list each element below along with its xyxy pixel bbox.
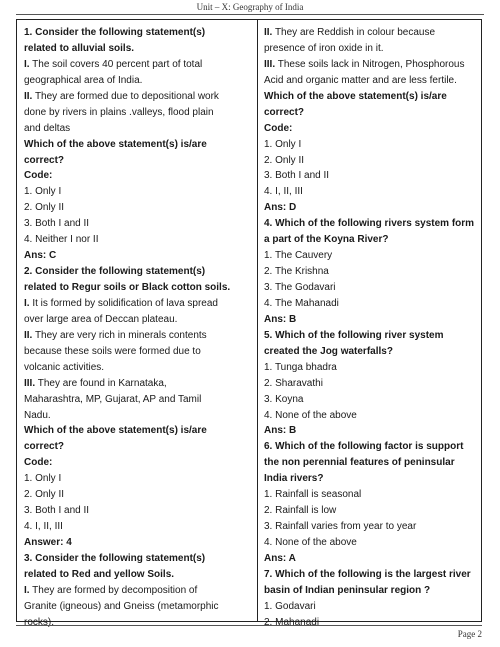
line-text: 2. Rainfall is low (264, 505, 337, 517)
text-line (24, 423, 252, 439)
line-text: 4. None of the above (264, 537, 357, 548)
text-line (264, 200, 478, 216)
text-line (264, 137, 478, 153)
line-text: created the Jog waterfalls? (264, 345, 393, 357)
line-text: 3. Both I and II (24, 218, 90, 230)
line-text: volcanic activities. (24, 361, 105, 373)
line-text: 2. Sharavathi (264, 377, 323, 389)
line-text: 4. Neither I nor II (24, 234, 99, 246)
text-line (24, 184, 252, 200)
text-line (264, 471, 478, 487)
line-text: 4. Which of the following rivers system form (264, 218, 475, 230)
text-line (24, 503, 252, 519)
text-line (24, 296, 252, 312)
text-line (264, 312, 478, 328)
line-text: 2. Only II (24, 202, 65, 214)
text-line (24, 455, 252, 471)
line-text: They are Reddish in colour because (272, 27, 436, 38)
text-line (264, 376, 478, 392)
text-line (24, 487, 252, 503)
line-text: Which of the above statement(s) is/are (264, 90, 447, 102)
line-text: 2. Consider the following statement(s) (24, 266, 206, 278)
column-divider (257, 19, 258, 622)
text-line (24, 25, 252, 41)
text-line (24, 168, 252, 184)
line-text: because these soils were formed due to (24, 345, 201, 357)
text-line (24, 248, 252, 264)
text-line (24, 216, 252, 232)
text-line (24, 200, 252, 216)
line-text: correct? (24, 441, 65, 453)
line-text: They are formed by decomposition of (29, 584, 198, 596)
text-line (264, 423, 478, 439)
text-line (264, 296, 478, 312)
text-line (264, 25, 478, 41)
line-text: done by rivers in plains .valleys, flood plain (24, 106, 214, 118)
text-line (24, 73, 252, 89)
line-text: Acid and organic matter and are less fertile. (264, 74, 457, 86)
line-text: Ans: D (264, 202, 297, 214)
line-text: 1. Tunga bhadra (264, 361, 337, 373)
line-text: 3. Consider the following statement(s) (24, 552, 206, 564)
line-text: 1. Godavari (264, 600, 316, 612)
footer-rule (16, 625, 482, 626)
text-line (264, 153, 478, 169)
text-line (24, 392, 252, 408)
text-line (264, 264, 478, 280)
line-text: Granite (igneous) and Gneiss (metamorphic (24, 600, 219, 612)
line-text: Code: (24, 170, 53, 182)
line-text: 1. Only I (24, 473, 62, 485)
line-text: 3. Both I and II (24, 505, 90, 517)
text-line (24, 153, 252, 169)
text-line (264, 57, 478, 73)
text-line (264, 168, 478, 184)
text-line (264, 535, 478, 551)
text-line (264, 73, 478, 89)
text-line (24, 408, 252, 424)
text-line (24, 312, 252, 328)
statement-numeral: I. (24, 297, 30, 309)
line-text: presence of iron oxide in it. (264, 42, 384, 54)
statement-numeral: II. (24, 90, 33, 102)
text-line (264, 232, 478, 248)
line-text: Maharashtra, MP, Gujarat, AP and Tamil (24, 393, 202, 405)
line-text: a part of the Koyna River? (264, 234, 389, 246)
line-text: Answer: 4 (24, 537, 72, 548)
text-line (24, 360, 252, 376)
line-text: 1. Rainfall is seasonal (264, 489, 362, 501)
text-line (24, 344, 252, 360)
line-text: It is formed by solidification of lava spread (29, 297, 218, 309)
line-text: They are very rich in minerals contents (32, 329, 207, 341)
text-line (264, 408, 478, 424)
line-text: They are formed due to depositional work (32, 90, 219, 102)
text-line (264, 344, 478, 360)
text-line (264, 328, 478, 344)
line-text: Code: (264, 122, 293, 134)
text-line (264, 551, 478, 567)
text-line (24, 232, 252, 248)
text-line (24, 583, 252, 599)
statement-numeral: I. (24, 58, 30, 70)
text-line (24, 280, 252, 296)
statement-numeral: III. (264, 58, 276, 70)
right-column (264, 25, 478, 631)
text-line (24, 471, 252, 487)
text-line (24, 535, 252, 551)
line-text: Code: (24, 457, 53, 469)
line-text: Ans: B (264, 313, 297, 325)
line-text: Ans: A (264, 552, 296, 564)
text-line (264, 248, 478, 264)
line-text: rocks). (24, 616, 54, 628)
text-line (24, 121, 252, 137)
header-rule (16, 14, 484, 15)
line-text: correct? (264, 106, 305, 118)
text-line (24, 615, 252, 631)
text-line (264, 503, 478, 519)
line-text: 2. Only II (24, 489, 65, 501)
line-text: related to alluvial soils. (24, 42, 135, 54)
line-text: geographical area of India. (24, 74, 143, 86)
text-line (264, 615, 478, 631)
line-text: 4. None of the above (264, 409, 357, 421)
line-text: related to Red and yellow Soils. (24, 568, 175, 580)
text-line (264, 360, 478, 376)
line-text: 4. I, II, III (264, 186, 303, 198)
text-line (24, 567, 252, 583)
line-text: 1. Consider the following statement(s) (24, 27, 206, 38)
line-text: 1. Only I (24, 186, 62, 198)
text-line (24, 41, 252, 57)
line-text: basin of Indian peninsular region ? (264, 584, 431, 596)
text-line (264, 105, 478, 121)
text-line (24, 89, 252, 105)
line-text: They are found in Karnataka, (35, 377, 167, 389)
line-text: Which of the above statement(s) is/are (24, 425, 207, 437)
text-line (24, 57, 252, 73)
page-number: Page 2 (457, 629, 482, 639)
text-line (264, 216, 478, 232)
line-text: 1. The Cauvery (264, 250, 333, 262)
line-text: 3. Both I and II (264, 170, 330, 182)
text-line (24, 328, 252, 344)
line-text: the non perennial features of peninsular (264, 457, 455, 469)
text-line (24, 137, 252, 153)
line-text: Ans: B (264, 425, 297, 437)
text-line (264, 89, 478, 105)
text-line (24, 264, 252, 280)
statement-numeral: II. (264, 27, 273, 38)
text-line (264, 599, 478, 615)
text-line (264, 41, 478, 57)
line-text: 3. Rainfall varies from year to year (264, 521, 417, 533)
text-line (24, 439, 252, 455)
statement-numeral: I. (24, 584, 30, 596)
text-line (264, 280, 478, 296)
text-line (24, 105, 252, 121)
text-line (264, 439, 478, 455)
statement-numeral: II. (24, 329, 33, 341)
text-line (264, 567, 478, 583)
text-line (264, 455, 478, 471)
text-line (264, 519, 478, 535)
line-text: 4. I, II, III (24, 521, 63, 533)
line-text: 3. The Godavari (264, 282, 336, 293)
text-line (264, 121, 478, 137)
line-text: 4. The Mahanadi (264, 297, 339, 309)
line-text: 1. Only I (264, 138, 302, 150)
line-text: India rivers? (264, 473, 324, 485)
text-line (24, 519, 252, 535)
line-text: Nadu. (24, 409, 51, 421)
line-text: 2. Only II (264, 154, 305, 166)
running-header: Unit – X: Geography of India (196, 2, 304, 12)
text-line (24, 599, 252, 615)
line-text: 7. Which of the following is the largest river (264, 568, 471, 580)
line-text: correct? (24, 154, 65, 166)
text-line (264, 487, 478, 503)
text-line (24, 551, 252, 567)
line-text: The soil covers 40 percent part of total (29, 58, 203, 70)
line-text: over large area of Deccan plateau. (24, 313, 178, 325)
line-text: 3. Koyna (264, 393, 304, 405)
text-line (264, 184, 478, 200)
line-text: related to Regur soils or Black cotton soils. (24, 282, 231, 293)
line-text: and deltas (24, 122, 71, 134)
line-text: 5. Which of the following river system (264, 329, 444, 341)
left-column (24, 25, 252, 631)
line-text: 6. Which of the following factor is support (264, 441, 464, 453)
text-line (264, 392, 478, 408)
text-line (24, 376, 252, 392)
line-text: These soils lack in Nitrogen, Phosphorous (275, 58, 465, 70)
line-text: Which of the above statement(s) is/are (24, 138, 207, 150)
line-text: 2. Mahanadi (264, 616, 320, 628)
line-text: Ans: C (24, 250, 57, 262)
text-line (264, 583, 478, 599)
statement-numeral: III. (24, 377, 36, 389)
line-text: 2. The Krishna (264, 266, 329, 278)
